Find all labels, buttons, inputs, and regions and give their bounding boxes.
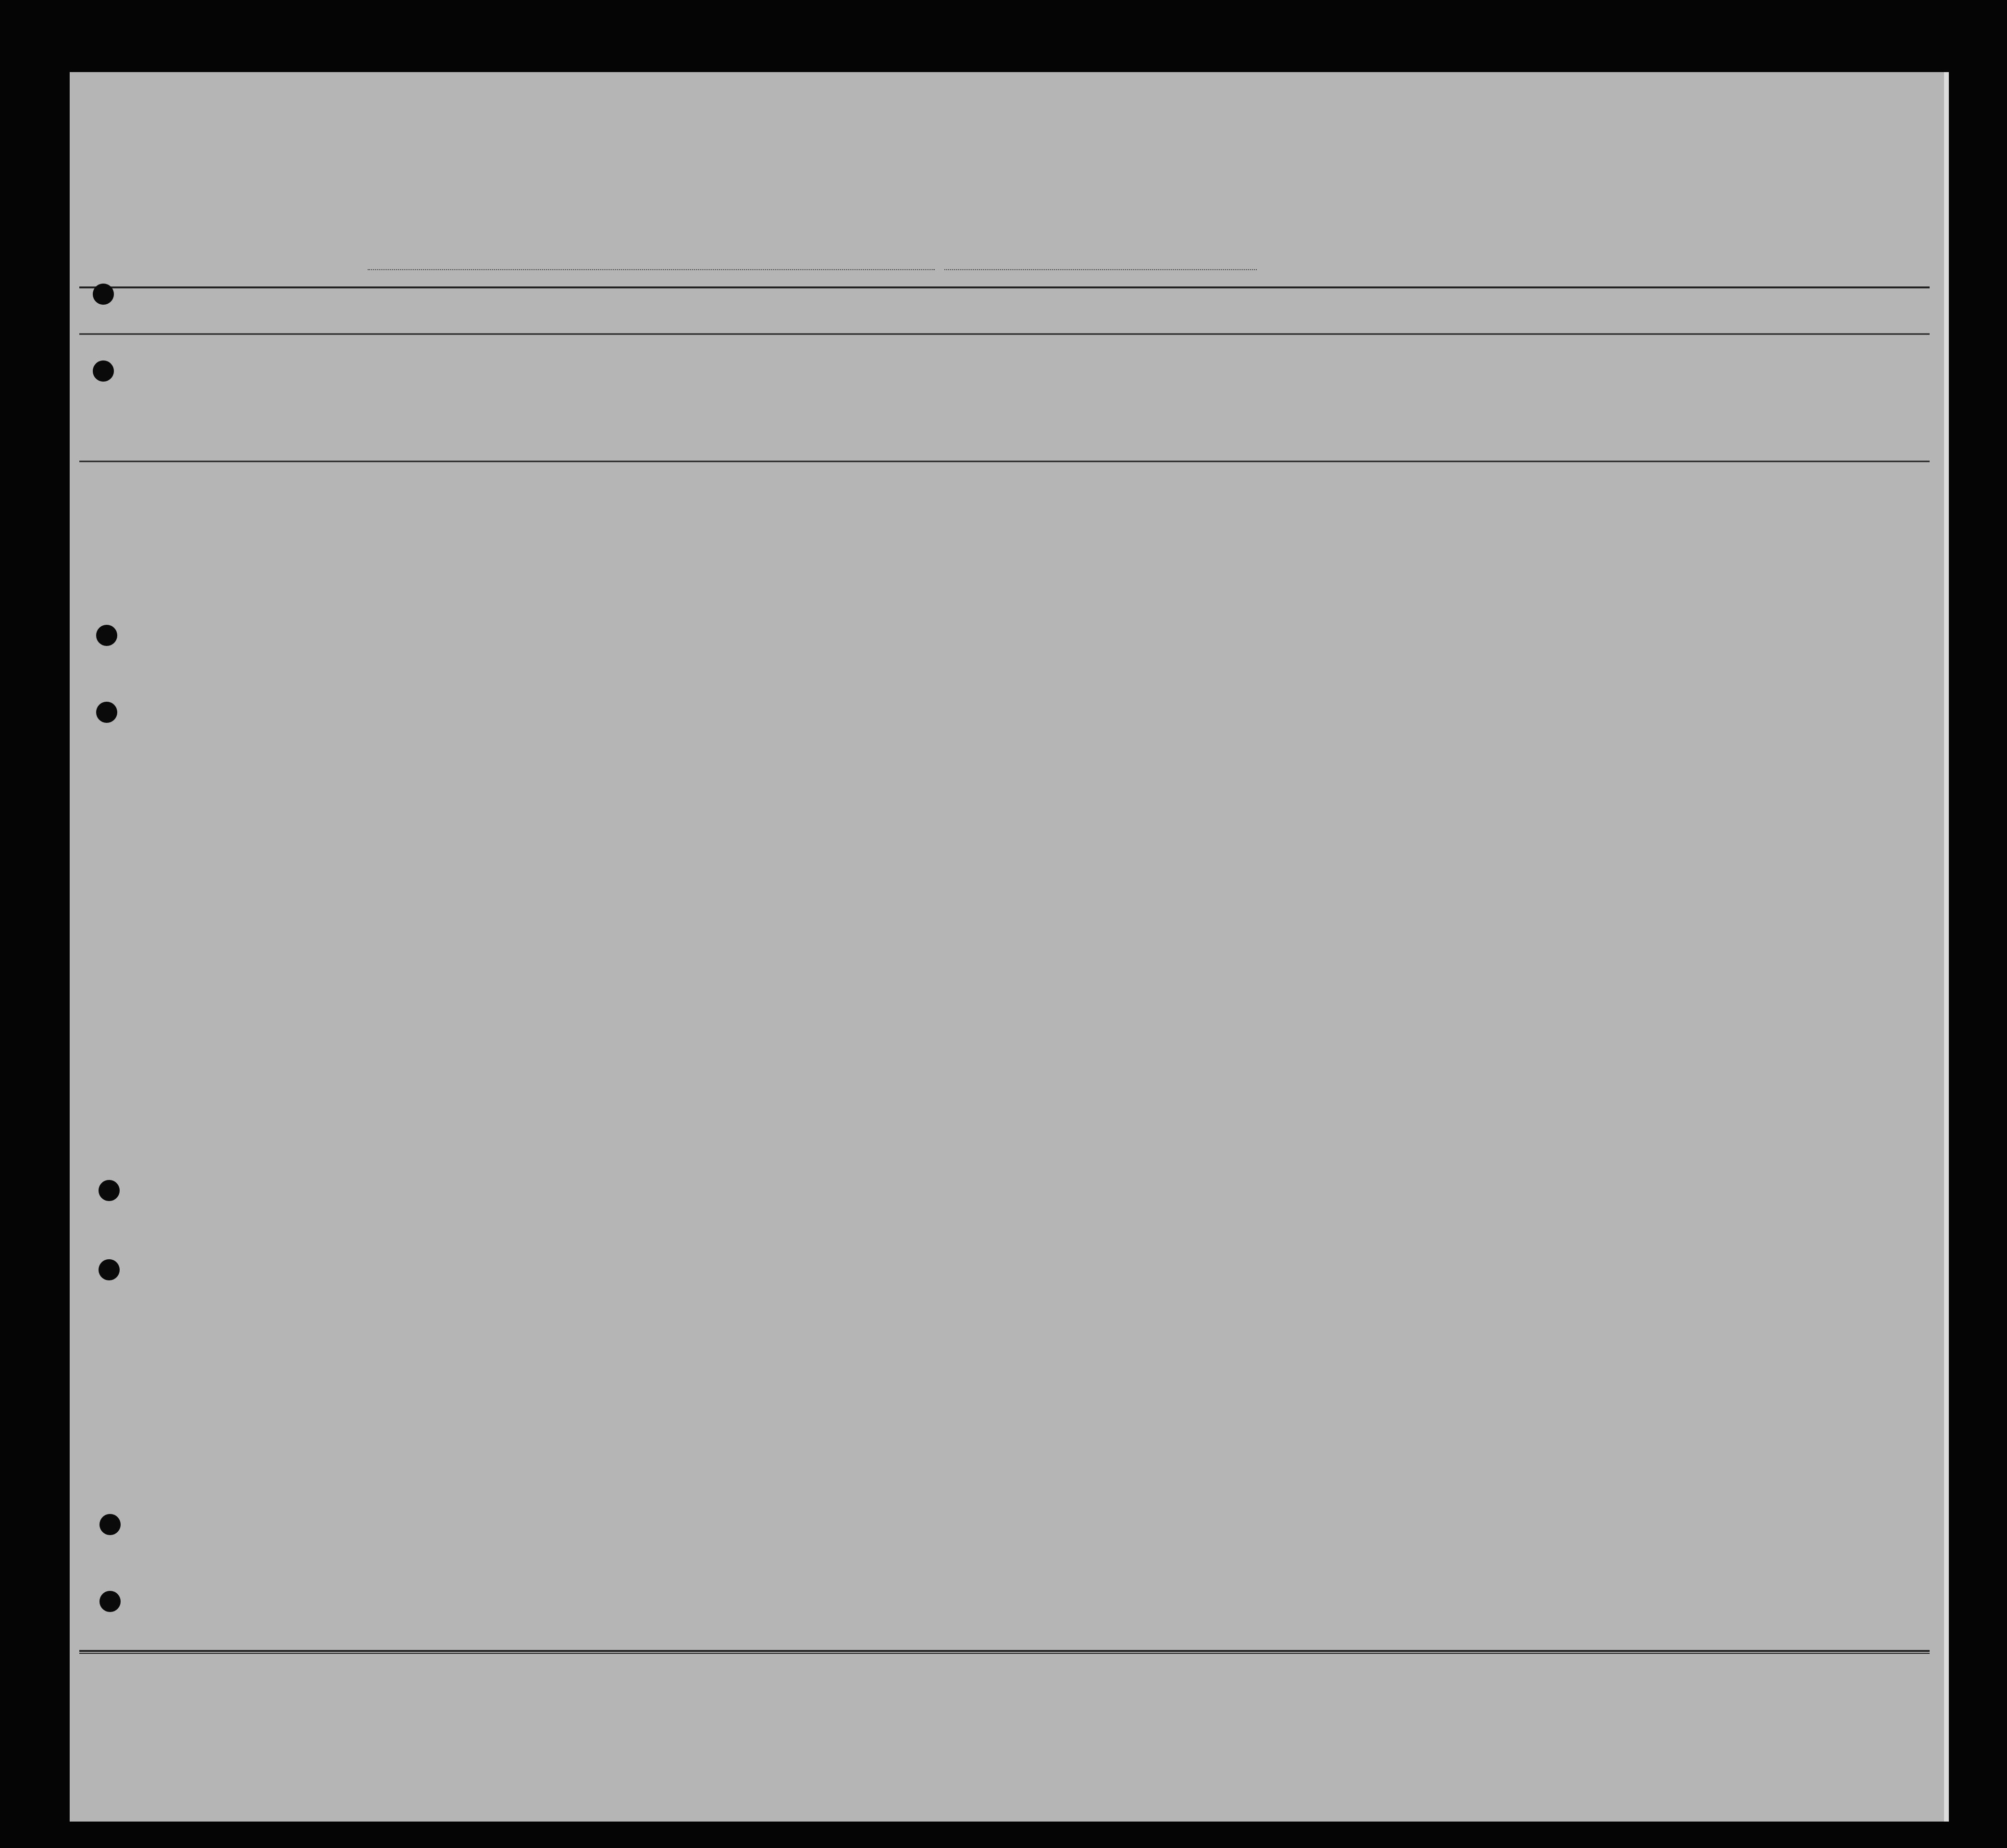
- header-complexion: [1735, 380, 1769, 418]
- punch-hole: [99, 1514, 121, 1535]
- punch-hole: [96, 702, 117, 723]
- header-before-us: [755, 339, 954, 377]
- punch-hole: [99, 1591, 121, 1612]
- punch-hole: [96, 625, 117, 646]
- header-yes-no: [755, 404, 781, 442]
- manifest-grid: [70, 72, 1944, 1822]
- punch-hole: [99, 1259, 120, 1280]
- punch-hole: [93, 360, 114, 382]
- header-relative: [204, 368, 425, 435]
- header-year-period: [786, 421, 824, 459]
- manifest-sheet: [70, 72, 1949, 1822]
- header-passage-paid: [639, 348, 716, 459]
- header-join-relative: [956, 375, 1206, 442]
- punch-hole: [93, 284, 114, 305]
- punch-hole: [99, 1180, 120, 1201]
- header-no-on-list: [151, 370, 180, 437]
- header-deformed: [1612, 351, 1699, 457]
